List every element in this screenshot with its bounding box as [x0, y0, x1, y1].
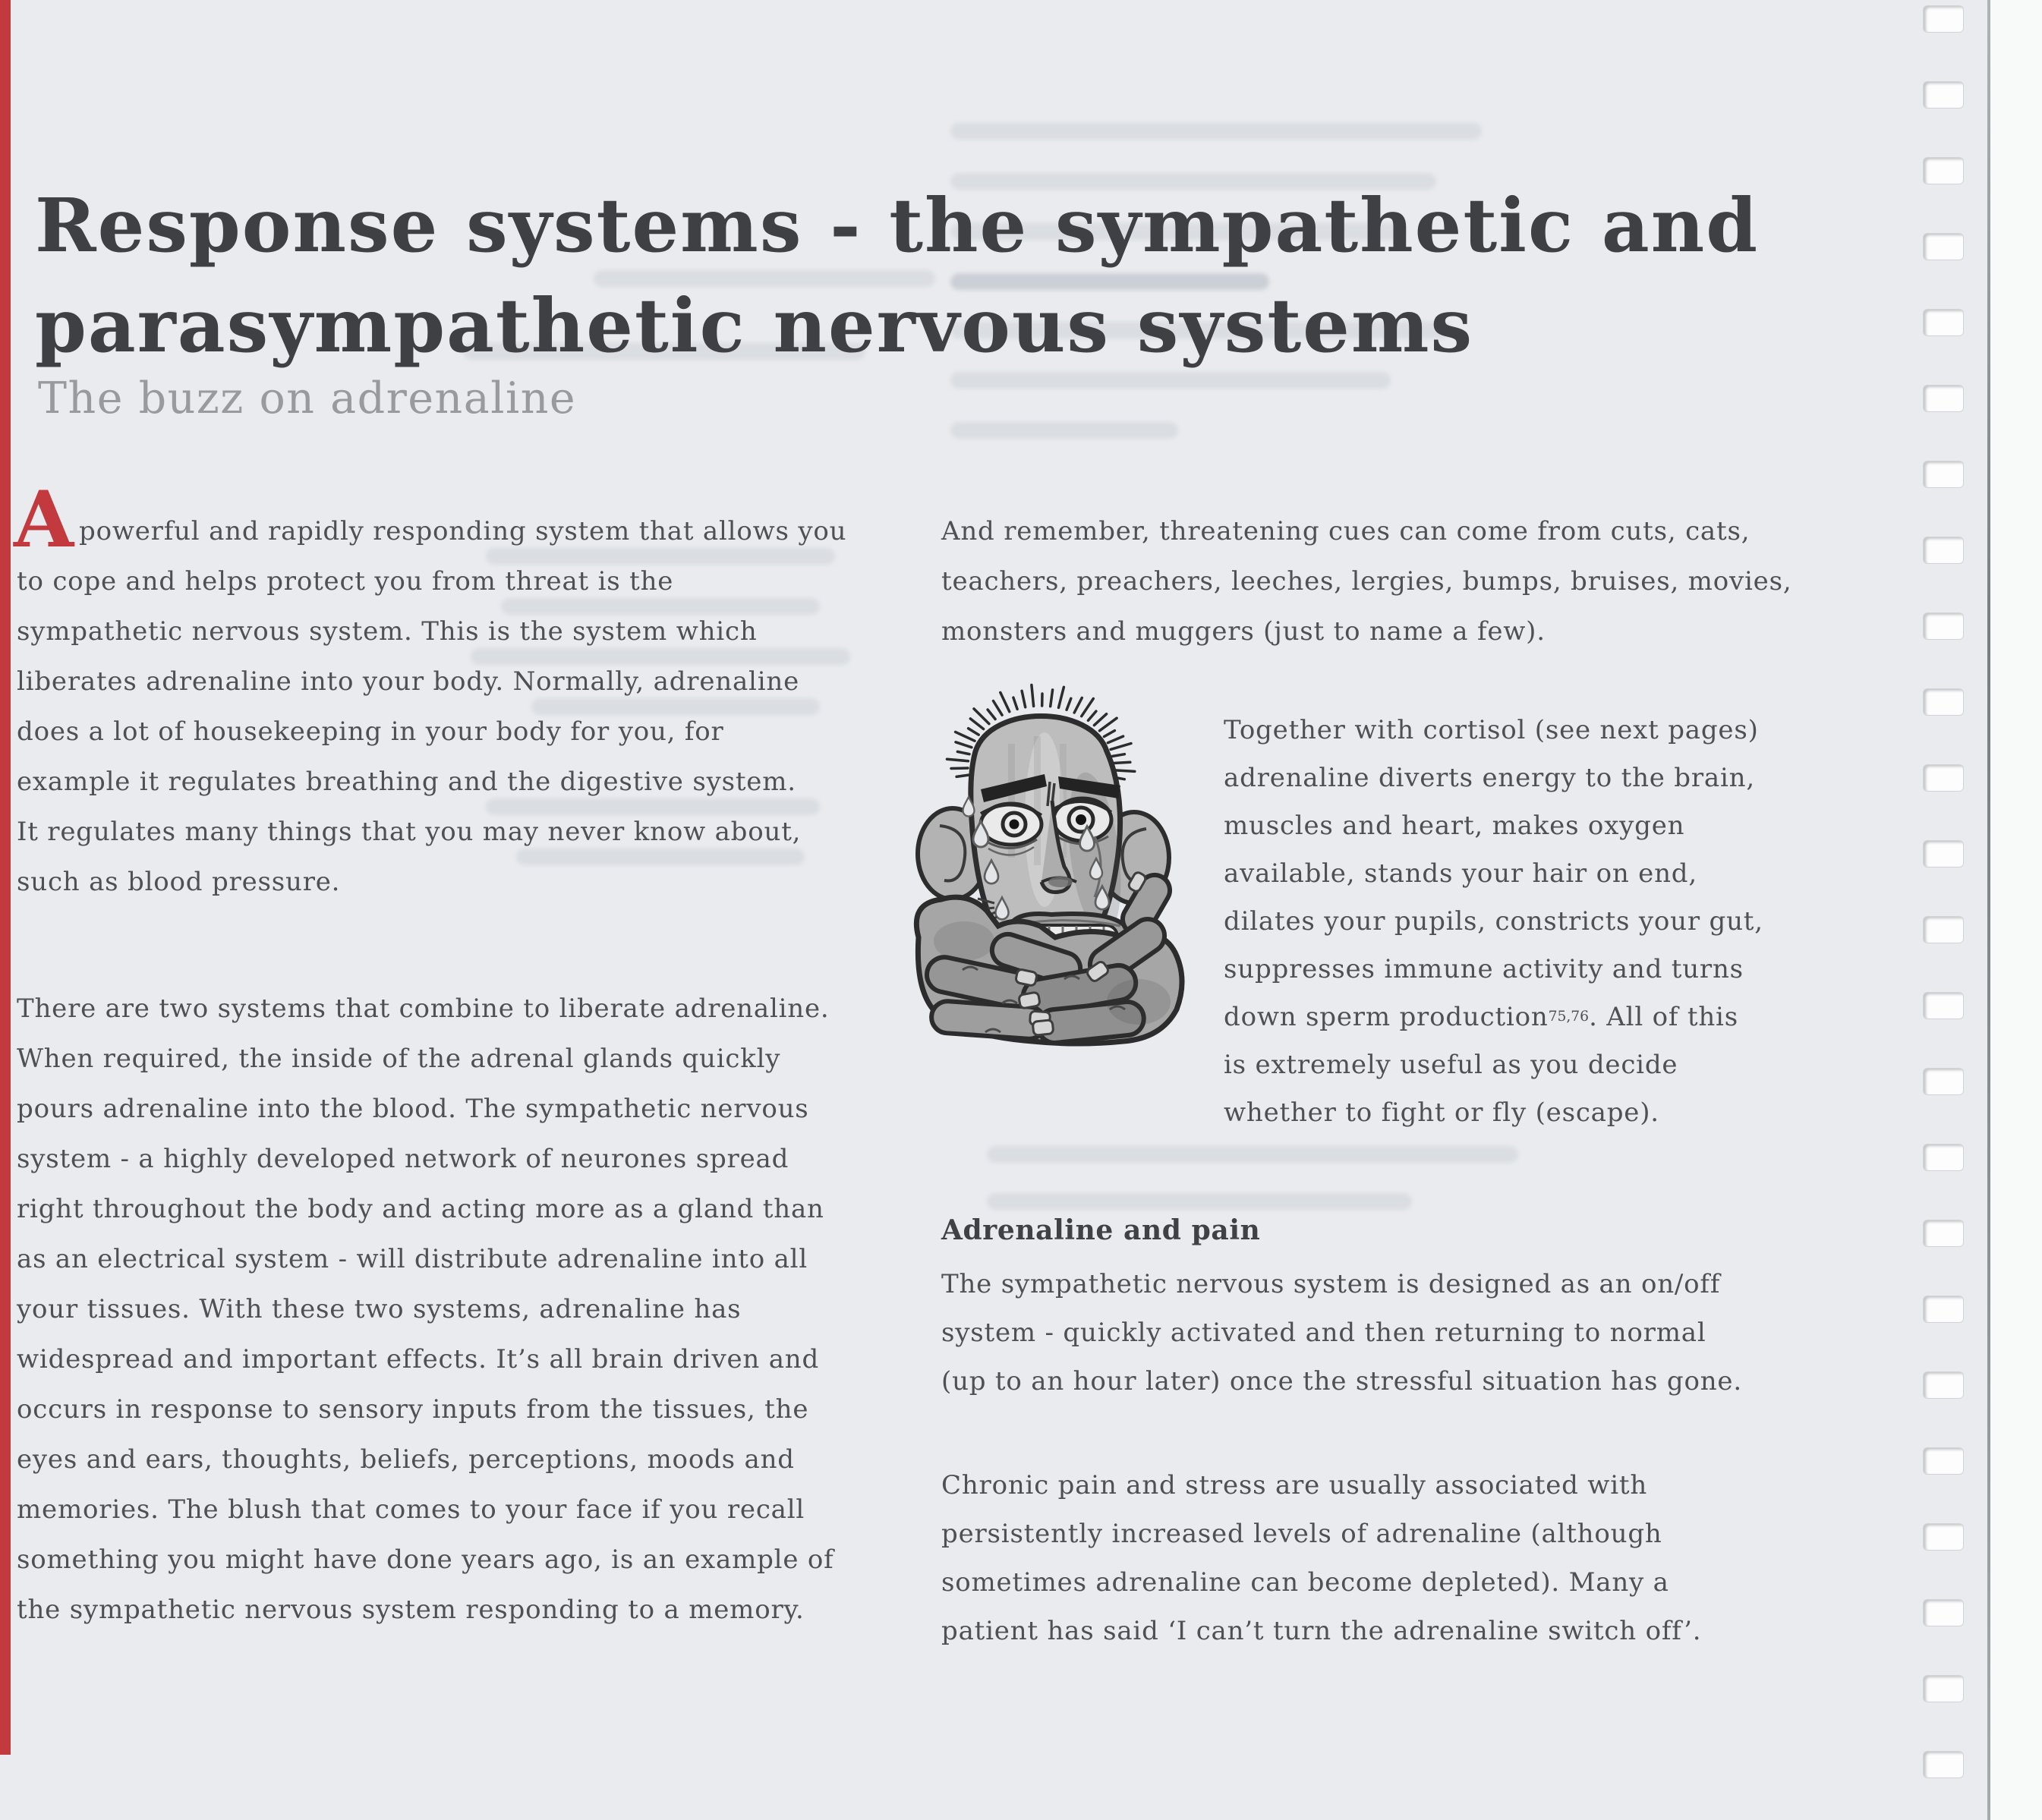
scanner-background-strip	[1990, 0, 2042, 1820]
ghost-text-line	[950, 123, 1482, 140]
ghost-text-line	[950, 422, 1178, 439]
anxious-man-illustration	[896, 675, 1202, 1059]
hair-spike	[1105, 731, 1115, 737]
text-line: eyes and ears, thoughts, beliefs, perceptions, moods and	[17, 1444, 795, 1475]
binding-hole	[1924, 82, 1963, 108]
text-line: patient has said ‘I can’t turn the adrenaline switch off’.	[941, 1616, 1702, 1646]
drop-cap: A	[14, 474, 74, 565]
hair-spike	[1051, 690, 1053, 707]
hair-spike	[1082, 699, 1094, 716]
text-line: There are two systems that combine to liberate adrenaline.	[17, 993, 830, 1024]
page-title-line-1: Response systems - the sympathetic and	[35, 182, 1760, 269]
binding-hole	[1924, 689, 1963, 715]
hair-spike	[956, 742, 972, 748]
ghost-text-line	[987, 1146, 1518, 1163]
binding-hole	[1924, 1069, 1963, 1094]
text-line: (up to an hour later) once the stressful situation has gone.	[941, 1366, 1742, 1396]
text-line: sympathetic nervous system. This is the system which	[17, 616, 758, 647]
text-line: available, stands your hair on end,	[1224, 858, 1697, 889]
binding-hole	[1924, 613, 1963, 639]
text-line: sometimes adrenaline can become depleted). Many a	[941, 1567, 1669, 1598]
text-line: whether to fight or fly (escape).	[1224, 1097, 1659, 1128]
text-line: memories. The blush that comes to your face if you recall	[17, 1494, 805, 1525]
right-column-paragraph-2	[1224, 706, 1763, 1136]
text-line: does a lot of housekeeping in your body for you, for	[17, 716, 724, 747]
text-line: such as blood pressure.	[17, 867, 341, 897]
text-line: is extremely useful as you decide	[1224, 1049, 1678, 1080]
section-heading: Adrenaline and pain	[941, 1214, 1261, 1246]
binding-hole	[1924, 1220, 1963, 1246]
hair-spike	[1100, 718, 1117, 731]
hair-spike	[1022, 691, 1026, 707]
hair-spike	[1114, 762, 1130, 763]
hair-spike	[1113, 754, 1125, 757]
hair-spike	[1111, 744, 1131, 750]
hair-spike	[1001, 692, 1010, 711]
binding-hole	[1924, 310, 1963, 335]
text-line: occurs in response to sensory inputs from the tissues, the	[17, 1394, 809, 1425]
right-column-paragraph-4	[941, 1461, 1701, 1655]
hair-spike	[974, 709, 989, 724]
text-line: Chronic pain and stress are usually associated with	[941, 1470, 1648, 1500]
left-column-paragraph-1	[17, 506, 846, 907]
left-column-paragraph-2	[17, 984, 834, 1635]
hair-spike	[1089, 711, 1096, 720]
ghost-text-line	[987, 1193, 1412, 1210]
hair-spike	[970, 719, 983, 729]
text-line: as an electrical system - will distribute adrenaline into all	[17, 1244, 808, 1274]
binding-hole	[1924, 765, 1963, 791]
text-line: adrenaline diverts energy to the brain,	[1224, 762, 1755, 793]
right-column-paragraph-3	[941, 1260, 1742, 1406]
binding-hole	[1924, 158, 1963, 184]
page-edge-red-stripe	[0, 0, 11, 1755]
hair-spike	[956, 775, 969, 776]
text-line: powerful and rapidly responding system that allows you	[79, 516, 847, 546]
binding-hole	[1924, 537, 1963, 563]
text-line: muscles and heart, makes oxygen	[1224, 810, 1685, 841]
hair-spike	[994, 701, 1003, 716]
text-line: right throughout the body and acting more as a gland than	[17, 1194, 824, 1224]
page-title-line-2: parasympathetic nervous systems	[35, 282, 1474, 369]
text-line: system - quickly activated and then returning to normal	[941, 1318, 1706, 1348]
text-line: to cope and helps protect you from threat is the	[17, 566, 674, 597]
text-line: something you might have done years ago, is an example of	[17, 1544, 834, 1575]
text-line: liberates adrenaline into your body. Normally, adrenaline	[17, 666, 799, 697]
text-line: example it regulates breathing and the digestive system.	[17, 767, 796, 797]
binding-hole	[1924, 461, 1963, 487]
binding-hole	[1924, 1296, 1963, 1322]
text-line: And remember, threatening cues can come from cuts, cats,	[941, 516, 1751, 546]
text-line: persistently increased levels of adrenaline (although	[941, 1519, 1662, 1549]
binding-hole	[1924, 993, 1963, 1019]
text-line: Together with cortisol (see next pages)	[1224, 714, 1759, 745]
text-line: down sperm production 75,76 . All of this	[1224, 1001, 1738, 1032]
hair-spike	[956, 732, 975, 741]
text-line: It regulates many things that you may never know about,	[17, 817, 802, 847]
text-line: widespread and important effects. It’s all brain driven and	[17, 1344, 820, 1374]
text-line: When required, the inside of the adrenal glands quickly	[17, 1044, 781, 1074]
page-subtitle: The buzz on adrenaline	[38, 373, 577, 424]
hair-spike	[1094, 714, 1106, 726]
text-line: teachers, preachers, leeches, lergies, bumps, bruises, movies,	[941, 566, 1792, 597]
hair-spike	[1059, 687, 1064, 707]
binding-hole	[1924, 1600, 1963, 1626]
text-line: system - a highly developed network of neurones spread	[17, 1144, 789, 1174]
binding-hole	[1924, 1145, 1963, 1170]
binding-hole	[1924, 917, 1963, 943]
binding-hole	[1924, 1524, 1963, 1550]
hair-spike	[951, 768, 968, 769]
binding-hole	[1924, 1752, 1963, 1777]
hair-spike	[1114, 770, 1135, 772]
text-line: the sympathetic nervous system responding to a memory.	[17, 1595, 805, 1625]
binding-hole	[1924, 386, 1963, 411]
binding-hole	[1924, 1676, 1963, 1702]
hair-spike	[969, 729, 979, 735]
text-line: monsters and muggers (just to name a few).	[941, 616, 1546, 647]
hair-spike	[1074, 697, 1082, 713]
text-line: your tissues. With these two systems, adrenaline has	[17, 1294, 742, 1324]
ghost-text-line	[950, 372, 1391, 389]
binding-hole	[1924, 1372, 1963, 1398]
binding-hole	[1924, 234, 1963, 260]
hair-spike	[957, 751, 969, 754]
text-line: dilates your pupils, constricts your gut,	[1224, 905, 1763, 937]
text-line: The sympathetic nervous system is designed as an on/off	[941, 1269, 1721, 1299]
hair-spike	[1067, 698, 1071, 710]
hair-spike	[988, 710, 995, 719]
text-line: suppresses immune activity and turns	[1224, 953, 1744, 984]
hair-spike	[1032, 685, 1034, 707]
hair-spike	[947, 759, 969, 761]
right-column-paragraph-1	[941, 506, 1791, 657]
hair-spike	[1108, 736, 1123, 743]
binding-hole	[1924, 6, 1963, 32]
binding-hole	[1924, 1448, 1963, 1474]
hair-spike	[1013, 697, 1017, 709]
binding-hole	[1924, 841, 1963, 867]
text-line: pours adrenaline into the blood. The sympathetic nervous	[17, 1094, 809, 1124]
